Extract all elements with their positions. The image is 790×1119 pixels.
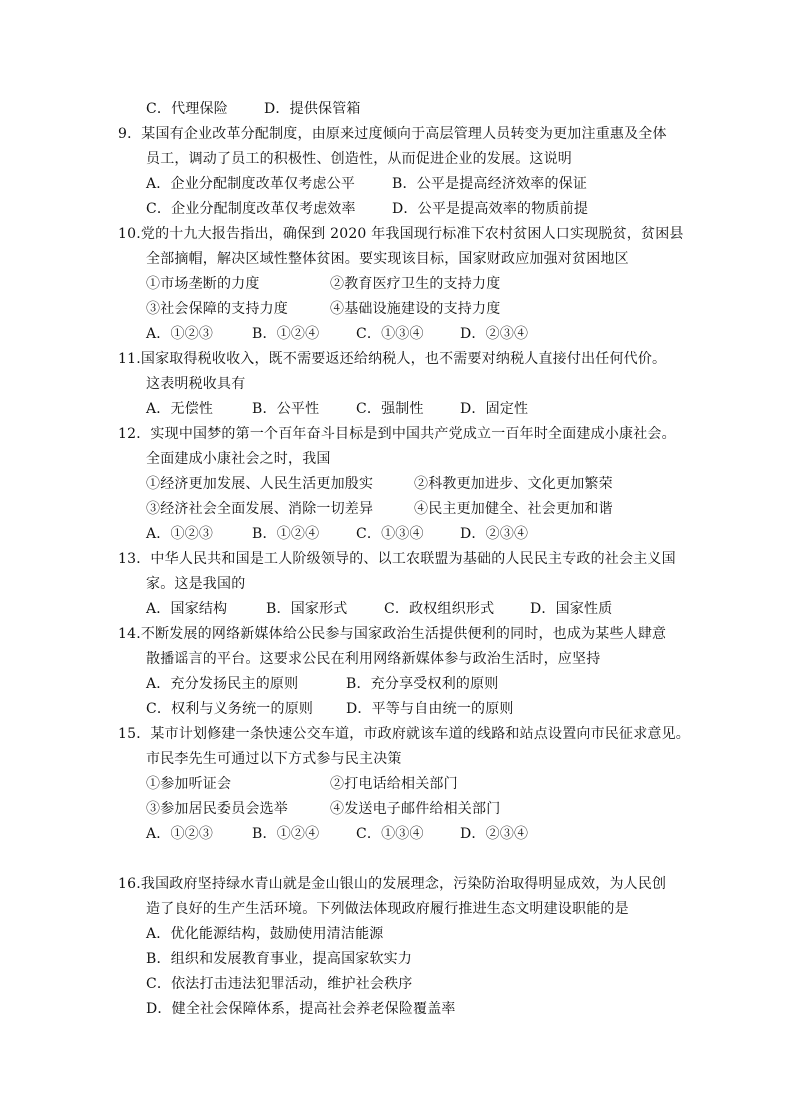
q12-option-d: D．②③④ [460, 526, 529, 542]
q14-option-b: B．充分享受权利的原则 [346, 676, 499, 692]
q14-options-row-1 [146, 675, 499, 693]
q9-option-d: D．公平是提高效率的物质前提 [392, 201, 589, 217]
q10-option-a: A．①②③ [146, 326, 214, 342]
q10-items-row-2 [146, 300, 500, 318]
q12-item-4: ④民主更加健全、社会更加和谐 [414, 501, 613, 517]
q10-stem-line-2: 全部摘帽，解决区域性整体贫困。要实现该目标，国家财政应加强对贫困地区 [146, 251, 629, 267]
q13-stem-line-2: 家。这是我国的 [146, 576, 246, 592]
q12-item-2: ②科教更加进步、文化更加繁荣 [414, 476, 613, 492]
q9-stem-line-1: 9．某国有企业改革分配制度，由原来过度倾向于高层管理人员转变为更加注重惠及全体 [118, 126, 667, 142]
q15-options-row [146, 825, 528, 843]
q10-stem-line-1: 10.党的十九大报告指出，确保到 2020 年我国现行标准下农村贫困人口实现脱贫，贫困县 [118, 226, 684, 242]
q10-options-row [146, 325, 528, 343]
q16-stem-line-2: 造了良好的生产生活环境。下列做法体现政府履行推进生态文明建设职能的是 [146, 901, 629, 917]
q15-item-1: ①参加听证会 [146, 776, 232, 792]
q8-option-d: D．提供保管箱 [264, 101, 361, 117]
q15-stem-line-2: 市民李先生可通过以下方式参与民主决策 [146, 751, 402, 767]
q12-option-b: B．①②④ [252, 526, 320, 542]
q12-items-row-1 [146, 475, 613, 493]
q11-options-row [146, 400, 528, 418]
q8-option-c: C．代理保险 [146, 101, 228, 117]
q15-option-b: B．①②④ [252, 826, 320, 842]
q14-options-row-2 [146, 700, 514, 718]
q9-option-a: A．企业分配制度改革仅考虑公平 [146, 176, 356, 192]
q16-option-c: C．依法打击违法犯罪活动，维护社会秩序 [146, 976, 413, 992]
q13-options-row [146, 600, 612, 618]
q10-option-d: D．②③④ [460, 326, 529, 342]
q15-option-a: A．①②③ [146, 826, 214, 842]
q11-option-c: C．强制性 [356, 401, 424, 417]
q13-option-a: A．国家结构 [146, 601, 228, 617]
q11-option-b: B．公平性 [252, 401, 320, 417]
q15-stem-line-1: 15．某市计划修建一条快速公交车道，市政府就该车道的线路和站点设置向市民征求意见。 [118, 726, 691, 742]
q9-option-c: C．企业分配制度改革仅考虑效率 [146, 201, 356, 217]
q15-item-4: ④发送电子邮件给相关部门 [330, 801, 501, 817]
q15-option-c: C．①③④ [356, 826, 424, 842]
q14-stem-line-2: 散播谣言的平台。这要求公民在利用网络新媒体参与政治生活时，应坚持 [146, 651, 601, 667]
q10-item-4: ④基础设施建设的支持力度 [330, 301, 501, 317]
q10-item-2: ②教育医疗卫生的支持力度 [330, 276, 501, 292]
q15-items-row-2 [146, 800, 500, 818]
q12-option-c: C．①③④ [356, 526, 424, 542]
q16-stem-line-1: 16.我国政府坚持绿水青山就是金山银山的发展理念，污染防治取得明显成效，为人民创 [118, 876, 667, 892]
q12-stem-line-1: 12．实现中国梦的第一个百年奋斗目标是到中国共产党成立一百年时全面建成小康社会。 [118, 426, 676, 442]
q13-option-d: D．国家性质 [530, 601, 613, 617]
q10-option-c: C．①③④ [356, 326, 424, 342]
q16-option-a: A．优化能源结构，鼓励使用清洁能源 [146, 926, 384, 942]
q10-items-row-1 [146, 275, 500, 293]
q9-options-row-1 [146, 175, 587, 193]
q12-options-row [146, 525, 528, 543]
q13-stem-line-1: 13．中华人民共和国是工人阶级领导的、以工农联盟为基础的人民民主专政的社会主义国 [118, 551, 676, 567]
q12-items-row-2 [146, 500, 613, 518]
q14-option-c: C．权利与义务统一的原则 [146, 701, 314, 717]
q13-option-b: B．国家形式 [266, 601, 348, 617]
q11-stem-line-2: 这表明税收具有 [146, 376, 246, 392]
q9-option-b: B．公平是提高经济效率的保证 [392, 176, 588, 192]
q8-options-row [146, 100, 361, 118]
q15-items-row-1 [146, 775, 458, 793]
q11-option-d: D．固定性 [460, 401, 529, 417]
q16-option-b: B．组织和发展教育事业，提高国家软实力 [146, 951, 413, 967]
q13-option-c: C．政权组织形式 [384, 601, 495, 617]
q12-item-3: ③经济社会全面发展、消除一切差异 [146, 501, 374, 517]
q16-option-d: D．健全社会保障体系，提高社会养老保险覆盖率 [146, 1001, 456, 1017]
q10-item-3: ③社会保障的支持力度 [146, 301, 288, 317]
q9-options-row-2 [146, 200, 588, 218]
q15-item-2: ②打电话给相关部门 [330, 776, 458, 792]
q12-option-a: A．①②③ [146, 526, 214, 542]
q12-item-1: ①经济更加发展、人民生活更加殷实 [146, 476, 374, 492]
q14-stem-line-1: 14.不断发展的网络新媒体给公民参与国家政治生活提供便利的同时，也成为某些人肆意 [118, 626, 667, 642]
q10-item-1: ①市场垄断的力度 [146, 276, 260, 292]
q9-stem-line-2: 员工，调动了员工的积极性、创造性，从而促进企业的发展。这说明 [146, 151, 572, 167]
q10-option-b: B．①②④ [252, 326, 320, 342]
q12-stem-line-2: 全面建成小康社会之时，我国 [146, 451, 331, 467]
q15-item-3: ③参加居民委员会选举 [146, 801, 288, 817]
q14-option-a: A．充分发扬民主的原则 [146, 676, 299, 692]
q14-option-d: D．平等与自由统一的原则 [346, 701, 514, 717]
q11-stem-line-1: 11.国家取得税收收入，既不需要返还给纳税人，也不需要对纳税人直接付出任何代价。 [118, 351, 667, 367]
q11-option-a: A．无偿性 [146, 401, 214, 417]
q15-option-d: D．②③④ [460, 826, 529, 842]
